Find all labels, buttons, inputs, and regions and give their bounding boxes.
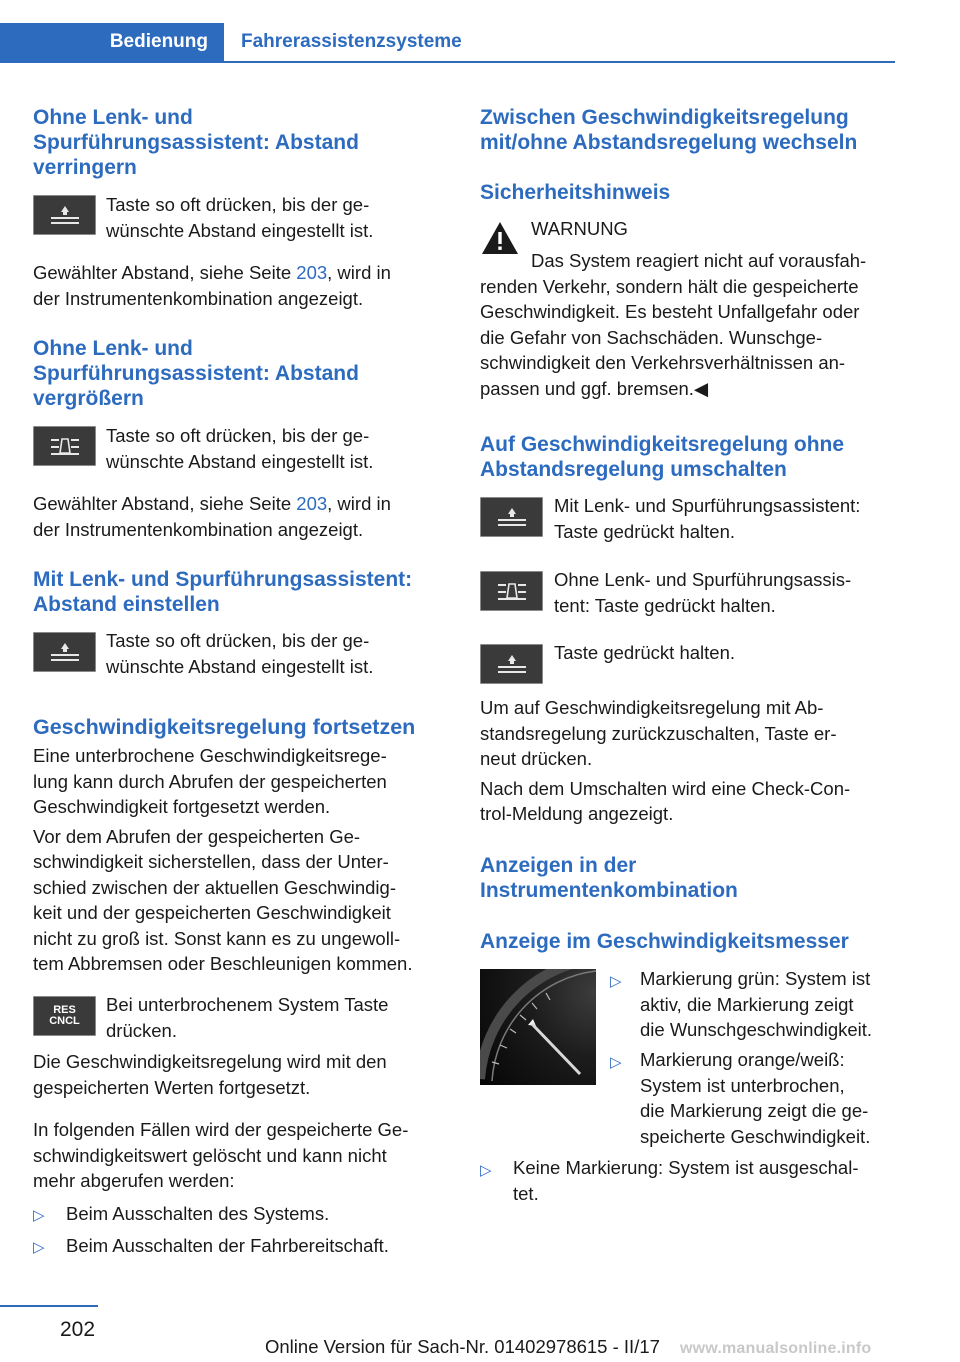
text-line xyxy=(33,491,391,517)
text-line: speicherte Geschwindigkeit. xyxy=(640,1125,871,1147)
text-line: die Gefahr von Sachschäden. Wunschge- xyxy=(480,326,823,348)
text-line: Markierung orange/weiß: xyxy=(640,1049,845,1070)
text-line: Geschwindigkeit. Es besteht Unfallgefahr oder xyxy=(480,301,860,322)
text-line xyxy=(33,260,391,286)
bullet-triangle-icon: ▷ xyxy=(33,1207,45,1224)
bullet-triangle-icon: ▷ xyxy=(480,1162,492,1179)
warning-text xyxy=(480,248,866,401)
text-line: Taste so oft drücken, bis der ge- xyxy=(106,630,370,651)
text-line: drücken. xyxy=(106,1019,177,1041)
tab-fahrerassistenzsysteme[interactable]: Fahrerassistenzsysteme xyxy=(241,31,462,52)
distance-decrease-key-icon xyxy=(33,195,96,235)
heading-line: Auf Geschwindigkeitsregelung ohne xyxy=(480,433,845,456)
heading-fortsetzen: Geschwindigkeitsregelung fortsetzen xyxy=(33,715,416,739)
footer-rule xyxy=(0,1305,98,1307)
key-description xyxy=(106,192,373,243)
heading-line: Spurführungsassistent: Abstand xyxy=(33,362,359,385)
list-item xyxy=(640,1047,870,1149)
distance-key-icon xyxy=(480,497,543,537)
list-item: Beim Ausschalten des Systems. xyxy=(66,1203,330,1224)
heading-abstand-verringern xyxy=(33,105,359,180)
text-line: die Wunschgeschwindigkeit. xyxy=(640,1019,873,1040)
bullet-triangle-icon: ▷ xyxy=(610,1054,622,1071)
tab-bedienung[interactable]: Bedienung xyxy=(0,23,224,61)
text-line: Taste gedrückt halten. xyxy=(554,520,735,542)
text-line: aktiv, die Markierung zeigt xyxy=(640,993,854,1015)
paragraph xyxy=(33,1049,387,1100)
key-description xyxy=(106,628,373,679)
text-line: schwindigkeit sicherstellen, dass der Unter- xyxy=(33,851,389,872)
text-line: Eine unterbrochene Geschwindigkeitsrege- xyxy=(33,745,387,766)
paragraph xyxy=(33,491,391,542)
page-header xyxy=(0,23,895,63)
page-number: 202 xyxy=(60,1318,96,1341)
paragraph xyxy=(480,695,850,827)
text-span: Gewählter Abstand, siehe Seite xyxy=(33,262,297,283)
heading-line: Abstandsregelung umschalten xyxy=(480,458,787,481)
watermark[interactable]: www.manualsonline.info xyxy=(680,1340,872,1357)
online-version-text: Online Version für Sach-Nr. 01402978615 - II/17 xyxy=(265,1336,660,1357)
key-description xyxy=(554,493,860,544)
text-line: gespeicherten Werten fortgesetzt. xyxy=(33,1076,311,1098)
bullet-triangle-icon: ▷ xyxy=(610,973,622,990)
heading-abstand-einstellen xyxy=(33,567,412,617)
heading-abstand-vergroessern xyxy=(33,336,359,411)
text-line: der Instrumentenkombination angezeigt. xyxy=(33,287,364,309)
text-line: nicht zu groß ist. Sonst kann es zu ungewoll- xyxy=(33,927,401,949)
heading-line: Zwischen Geschwindigkeitsregelung xyxy=(480,106,849,129)
warning-label: WARNUNG xyxy=(531,218,628,239)
text-line: standsregelung zurückzuschalten, Taste er- xyxy=(480,722,837,744)
text-line: Mit Lenk- und Spurführungsassistent: xyxy=(554,495,861,516)
text-line: tem Abbremsen oder Beschleunigen kommen. xyxy=(33,953,413,974)
res-cncl-key-icon xyxy=(33,996,96,1036)
distance-increase-key-icon xyxy=(33,426,96,466)
key-description: Taste gedrückt halten. xyxy=(554,642,735,663)
heading-line: mit/ohne Abstandsregelung wechseln xyxy=(480,131,858,154)
text-line: Taste so oft drücken, bis der ge- xyxy=(106,194,370,215)
text-line: Um auf Geschwindigkeitsregelung mit Ab- xyxy=(480,697,824,718)
key-label: CNCL xyxy=(49,1015,80,1027)
text-line: schwindigkeit den Verkehrsverhältnissen an- xyxy=(480,352,846,373)
text-line: wünschte Abstand eingestellt ist. xyxy=(106,219,374,241)
speedometer-photo xyxy=(480,969,596,1085)
paragraph xyxy=(33,1117,408,1194)
heading-line: Mit Lenk- und Spurführungsassistent: xyxy=(33,568,413,591)
paragraph xyxy=(33,260,391,311)
distance-adjust-key-icon xyxy=(33,632,96,672)
text-line: renden Verkehr, sondern hält die gespeicherte xyxy=(480,275,859,297)
key-label: RES xyxy=(53,1004,76,1016)
page-link-203[interactable]: 203 xyxy=(296,262,328,283)
heading-sicherheitshinweis: Sicherheitshinweis xyxy=(480,181,671,204)
text-line: Markierung grün: System ist xyxy=(640,968,871,989)
text-line: Nach dem Umschalten wird eine Check-Con- xyxy=(480,777,851,799)
text-line: wünschte Abstand eingestellt ist. xyxy=(106,450,374,472)
text-line: Bei unterbrochenem System Taste xyxy=(106,994,389,1015)
heading-line: Anzeigen in der xyxy=(480,854,637,877)
text-line: System ist unterbrochen, xyxy=(640,1074,845,1096)
text-line: Taste so oft drücken, bis der ge- xyxy=(106,425,370,446)
text-line: die Markierung zeigt die ge- xyxy=(640,1100,869,1121)
text-span: , wird in xyxy=(327,493,391,514)
heading-line: vergrößern xyxy=(33,387,144,410)
heading-anzeigen xyxy=(480,853,738,903)
text-line: Vor dem Abrufen der gespeicherten Ge- xyxy=(33,825,361,847)
bullet-triangle-icon: ▷ xyxy=(33,1239,45,1256)
text-span: Gewählter Abstand, siehe Seite xyxy=(33,493,297,514)
text-line: Geschwindigkeit fortgesetzt werden. xyxy=(33,796,331,817)
paragraph-fortsetzen xyxy=(33,743,412,977)
text-line: tet. xyxy=(513,1182,539,1204)
text-line: passen und ggf. bremsen.◀ xyxy=(480,377,709,399)
key-description xyxy=(106,423,373,474)
heading-wechseln xyxy=(480,105,857,155)
heading-line: verringern xyxy=(33,156,137,179)
text-line: tent: Taste gedrückt halten. xyxy=(554,594,776,616)
heading-line: Spurführungsassistent: Abstand xyxy=(33,131,359,154)
text-line: neut drücken. xyxy=(480,748,593,769)
list-item: Beim Ausschalten der Fahrbereitschaft. xyxy=(66,1235,389,1256)
heading-line: Ohne Lenk- und xyxy=(33,106,193,129)
heading-line: Ohne Lenk- und xyxy=(33,337,193,360)
text-line: Keine Markierung: System ist ausgeschal- xyxy=(513,1157,859,1178)
page-link-203[interactable]: 203 xyxy=(296,493,328,514)
key-description xyxy=(554,567,851,618)
heading-line: Abstand einstellen xyxy=(33,593,220,616)
text-span: , wird in xyxy=(327,262,391,283)
list-item xyxy=(513,1155,858,1206)
text-line: der Instrumentenkombination angezeigt. xyxy=(33,518,364,540)
text-line: keit und der gespeicherten Geschwindigkeit xyxy=(33,902,391,923)
text-line: mehr abgerufen werden: xyxy=(33,1170,235,1191)
text-line: Ohne Lenk- und Spurführungsassis- xyxy=(554,569,852,590)
text-line: Die Geschwindigkeitsregelung wird mit den xyxy=(33,1051,387,1072)
heading-geschwindigkeitsmesser: Anzeige im Geschwindigkeitsmesser xyxy=(480,930,849,953)
text-line: lung kann durch Abrufen der gespeicherten xyxy=(33,770,387,792)
heading-line: Instrumentenkombination xyxy=(480,879,738,902)
heading-umschalten xyxy=(480,432,844,482)
distance-key-icon xyxy=(480,644,543,684)
text-line: In folgenden Fällen wird der gespeicherte Ge- xyxy=(33,1119,409,1140)
key-description xyxy=(106,992,388,1043)
header-rule xyxy=(0,61,895,63)
text-line: schwindigkeitswert gelöscht und kann nicht xyxy=(33,1144,387,1166)
text-line: schied zwischen der aktuellen Geschwindig- xyxy=(33,876,396,898)
text-line: Das System reagiert nicht auf vorausfah- xyxy=(531,250,867,271)
list-item xyxy=(640,966,872,1043)
text-line: trol-Meldung angezeigt. xyxy=(480,803,674,824)
distance-lane-key-icon xyxy=(480,571,543,611)
text-line: wünschte Abstand eingestellt ist. xyxy=(106,655,374,677)
